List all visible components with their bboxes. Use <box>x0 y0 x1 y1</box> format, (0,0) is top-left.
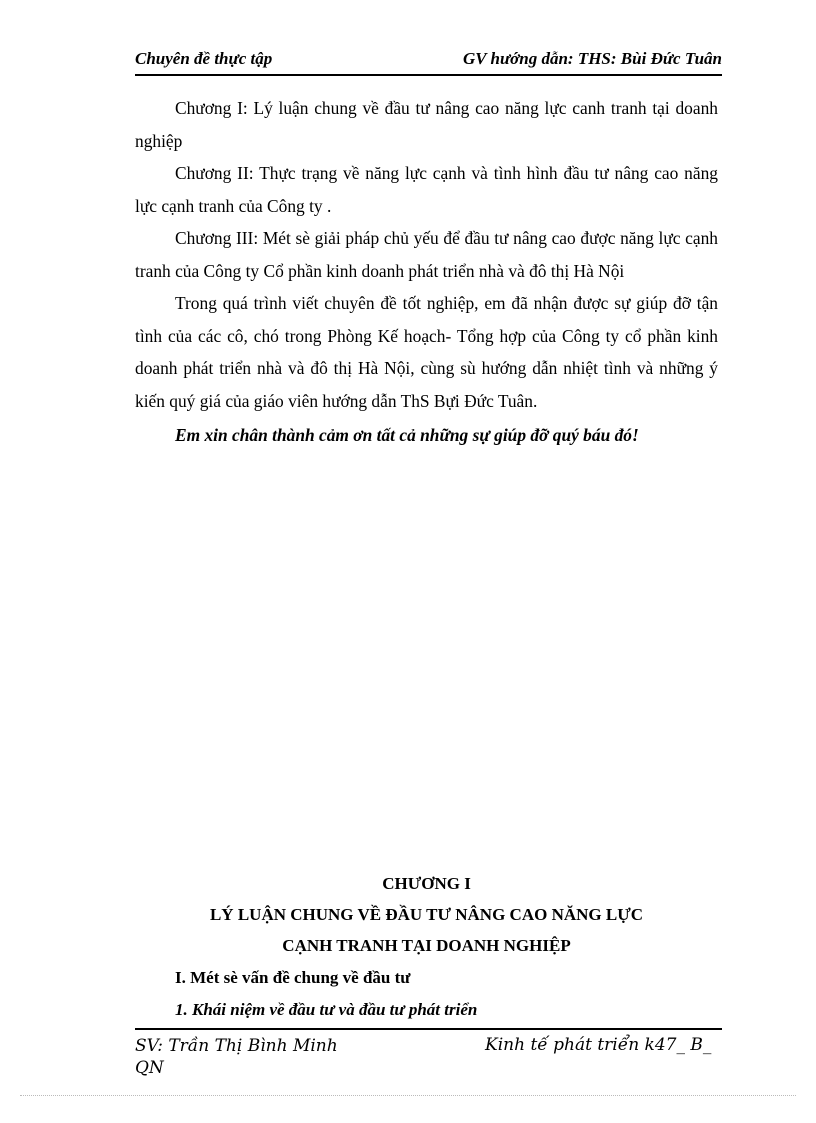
header-advisor: GV hướng dẫn: THS: Bùi Đức Tuân <box>462 49 722 68</box>
thanks-line: Em xin chân thành cảm ơn tất cả những sự giúp đỡ quý báu đó! <box>175 425 639 445</box>
header-course-title: Chuyên đề thực tập <box>135 49 273 68</box>
footer-student <box>135 1035 338 1079</box>
chapter-heading-block <box>135 868 718 1025</box>
footer-class: Kinh tế phát triển k47_ B_ <box>485 1035 712 1055</box>
page-edge-divider <box>20 1095 796 1096</box>
paragraph-chapter-3: Chương III: Mét sè giải pháp chủ yếu để đầu tư nâng cao được năng lực cạnh tranh của Công ty Cổ phần kinh doanh phát triển nhà và đô thị Hà Nội <box>135 228 718 281</box>
footer-student-name: SV: Trần Thị Bình Minh <box>135 1036 338 1056</box>
document-body <box>135 92 718 452</box>
page-footer <box>135 1028 722 1078</box>
paragraph-acknowledgement: Trong quá trình viết chuyên đề tốt nghiệp, em đã nhận được sự giúp đỡ tận tình của các cô, chó trong Phòng Kế hoạch- Tổng hợp của Công ty cổ phần kinh doanh phát triển nhà và đô thị Hà Nội, cùng sù hướng dẫn nhiệt tình và những ý kiến quý giá của giáo viên hướng dẫn ThS Bựi Đức Tuân. <box>135 293 718 411</box>
chapter-title-line-2: CẠNH TRANH TẠI DOANH NGHIỆP <box>282 936 571 955</box>
paragraph-chapter-1: Chương I: Lý luận chung về đầu tư nâng cao năng lực canh tranh tại doanh nghiệp <box>135 98 718 151</box>
page-header <box>135 48 722 76</box>
section-heading: I. Mét sè vấn đề chung về đầu tư <box>175 968 411 987</box>
footer-student-suffix: QN <box>135 1058 164 1078</box>
subsection-heading: 1. Khái niệm về đầu tư và đầu tư phát triển <box>175 1000 478 1019</box>
chapter-label: CHƯƠNG I <box>382 874 471 893</box>
paragraph-chapter-2: Chương II: Thực trạng về năng lực cạnh và tình hình đầu tư nâng cao năng lực cạnh tranh của Công ty . <box>135 163 718 216</box>
chapter-title-line-1: LÝ LUẬN CHUNG VỀ ĐẦU TƯ NÂNG CAO NĂNG LỰC <box>209 905 644 924</box>
